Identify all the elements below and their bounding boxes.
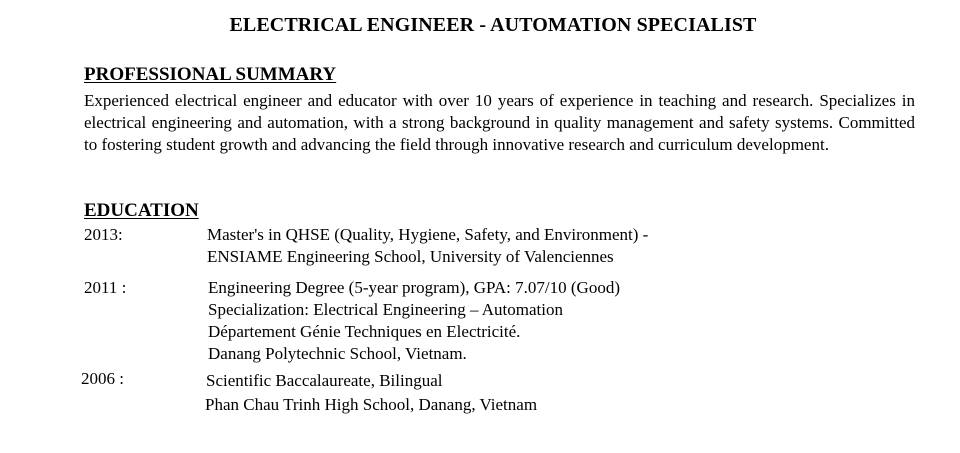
- education-entry-line: Phan Chau Trinh High School, Danang, Vietnam: [205, 395, 538, 414]
- education-entry-line: Danang Polytechnic School, Vietnam.: [208, 344, 467, 363]
- education-entry-line: ENSIAME Engineering School, University of Valenciennes: [207, 247, 614, 266]
- professional-summary-heading: PROFESSIONAL SUMMARY: [84, 64, 337, 85]
- education-year: 2013:: [84, 225, 123, 244]
- education-entry-details: [207, 224, 648, 268]
- education-entry-line: Master's in QHSE (Quality, Hygiene, Safety, and Environment) -: [207, 225, 649, 244]
- education-heading: EDUCATION: [84, 200, 199, 221]
- document-title: ELECTRICAL ENGINEER - AUTOMATION SPECIALIST: [229, 14, 757, 36]
- education-entry-details: [206, 368, 537, 416]
- education-entry-details: [208, 277, 620, 365]
- education-year: 2011 :: [84, 278, 127, 297]
- education-entry-line: Engineering Degree (5-year program), GPA: 7.07/10 (Good): [208, 278, 620, 297]
- education-entry-line: Scientific Baccalaureate, Bilingual: [206, 371, 443, 390]
- education-year: 2006 :: [81, 369, 124, 388]
- education-entry-line: Département Génie Techniques en Electricité.: [208, 322, 521, 341]
- professional-summary-text: Experienced electrical engineer and educator with over 10 years of experience in teaching and research. Specializes in electrical engineering and automation, with a strong background in quality management and safety systems. Committed to fostering student growth and advancing the field through innovative research and curriculum development.: [84, 91, 915, 154]
- education-entry-line: Specialization: Electrical Engineering – Automation: [208, 300, 563, 319]
